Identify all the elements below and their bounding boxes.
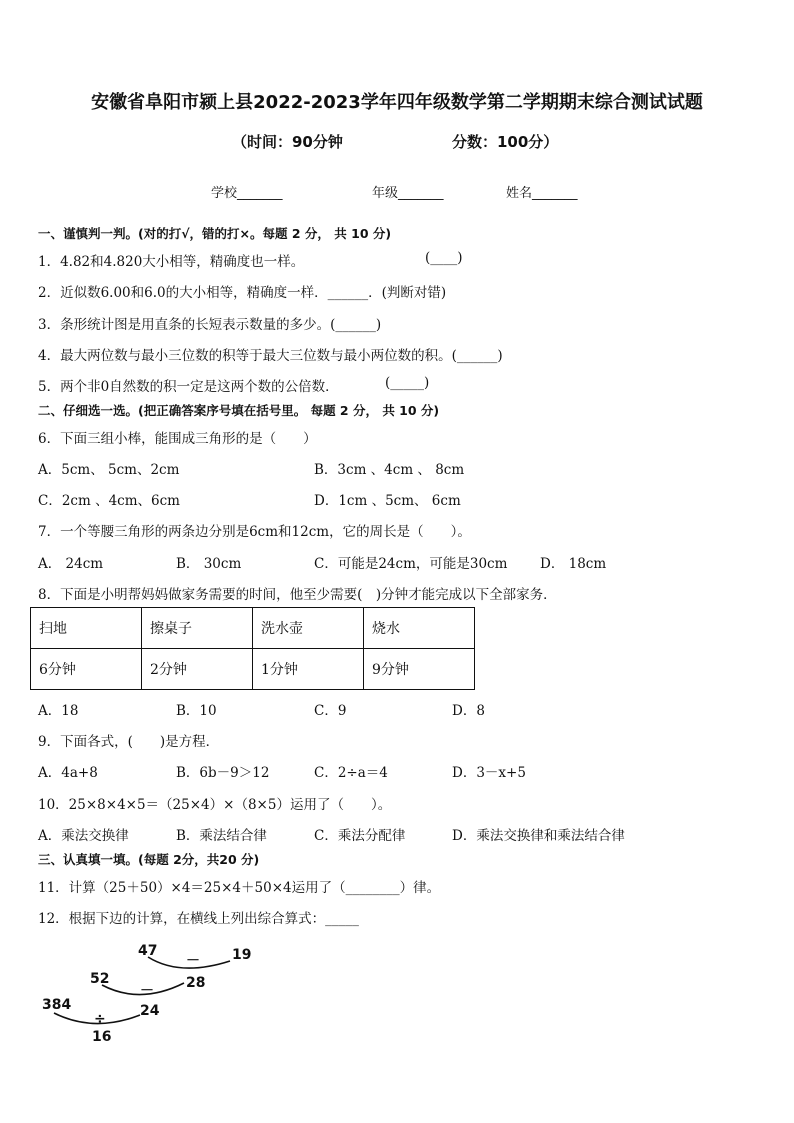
calculation-tree-diagram bbox=[30, 935, 270, 1055]
question-9: 9．下面各式，( )是方程． bbox=[38, 734, 220, 750]
section-1-heading: 一、谨慎判一判。(对的打√，错的打×。每题 2 分， 共 10 分) bbox=[38, 226, 392, 241]
question-5-blank: (_____) bbox=[385, 375, 430, 391]
tree-number-384: 384 bbox=[42, 997, 72, 1013]
tree-operator-divide: ÷ bbox=[94, 1011, 106, 1027]
page-title: 安徽省阜阳市颍上县2022-2023学年四年级数学第二学期期末综合测试试题 bbox=[91, 92, 703, 113]
q8-option-a: A．18 bbox=[38, 703, 79, 719]
tree-operator-minus-2: － bbox=[140, 983, 154, 999]
q8-option-d: D．8 bbox=[452, 703, 485, 719]
tree-number-47: 47 bbox=[138, 943, 158, 959]
q6-option-d: D．1cm 、5cm、 6cm bbox=[314, 493, 461, 509]
question-5: 5．两个非0自然数的积一定是这两个数的公倍数． bbox=[38, 379, 339, 395]
q9-option-c: C．2÷a＝4 bbox=[314, 765, 388, 781]
question-1: 1．4.82和4.820大小相等，精确度也一样。 bbox=[38, 254, 305, 270]
tree-operator-minus-1: － bbox=[186, 953, 200, 969]
section-3-heading: 三、认真填一填。(每题 2分，共20 分) bbox=[38, 852, 260, 867]
q10-option-c: C．乘法分配律 bbox=[314, 828, 406, 844]
q10-option-b: B．乘法结合律 bbox=[176, 828, 267, 844]
tree-number-28: 28 bbox=[186, 975, 206, 991]
q6-option-b: B．3cm 、4cm 、 8cm bbox=[314, 462, 465, 478]
q9-option-a: A．4a+8 bbox=[38, 765, 98, 781]
grade-field: 年级_______ bbox=[372, 186, 444, 201]
school-field: 学校_______ bbox=[211, 186, 283, 201]
q7-option-b: B． 30cm bbox=[176, 556, 242, 572]
q6-option-a: A．5cm、 5cm、2cm bbox=[38, 462, 180, 478]
q8-option-c: C．9 bbox=[314, 703, 347, 719]
table-cell: 扫地 bbox=[31, 608, 142, 649]
section-2-heading: 二、仔细选一选。(把正确答案序号填在括号里。 每题 2 分， 共 10 分) bbox=[38, 403, 440, 418]
question-6: 6．下面三组小棒，能围成三角形的是（ ） bbox=[38, 431, 317, 447]
q8-option-b: B．10 bbox=[176, 703, 217, 719]
question-7: 7．一个等腰三角形的两条边分别是6cm和12cm，它的周长是（ ）。 bbox=[38, 524, 471, 540]
q7-option-c: C．可能是24cm，可能是30cm bbox=[314, 556, 508, 572]
table-cell: 洗水壶 bbox=[253, 608, 364, 649]
exam-score: 分数：100分） bbox=[452, 133, 559, 151]
table-cell: 1分钟 bbox=[253, 649, 364, 690]
q7-option-a: A． 24cm bbox=[38, 556, 104, 572]
question-8: 8．下面是小明帮妈妈做家务需要的时间，他至少需要( )分钟才能完成以下全部家务． bbox=[38, 587, 557, 603]
tree-number-19: 19 bbox=[232, 947, 252, 963]
q10-option-a: A．乘法交换律 bbox=[38, 828, 129, 844]
table-cell: 2分钟 bbox=[142, 649, 253, 690]
table-cell: 擦桌子 bbox=[142, 608, 253, 649]
chores-time-row bbox=[31, 649, 475, 690]
q9-option-b: B．6b－9＞12 bbox=[176, 765, 270, 781]
q7-option-d: D． 18cm bbox=[540, 556, 607, 572]
question-2: 2．近似数6.00和6.0的大小相等，精确度一样．______．(判断对错) bbox=[38, 285, 447, 301]
tree-number-52: 52 bbox=[90, 971, 110, 987]
name-field: 姓名_______ bbox=[506, 186, 578, 201]
question-3: 3．条形统计图是用直条的长短表示数量的多少。(______) bbox=[38, 317, 382, 333]
q9-option-d: D．3－x+5 bbox=[452, 765, 526, 781]
tree-number-16: 16 bbox=[92, 1029, 112, 1045]
chores-table bbox=[30, 607, 475, 690]
table-cell: 6分钟 bbox=[31, 649, 142, 690]
exam-time: （时间：90分钟 bbox=[232, 133, 343, 151]
table-cell: 9分钟 bbox=[364, 649, 475, 690]
question-11: 11．计算（25＋50）×4＝25×4＋50×4运用了（________）律。 bbox=[38, 880, 441, 896]
table-cell: 烧水 bbox=[364, 608, 475, 649]
q10-option-d: D．乘法交换律和乘法结合律 bbox=[452, 828, 625, 844]
question-4: 4．最大两位数与最小三位数的积等于最大三位数与最小两位数的积。(______) bbox=[38, 348, 503, 364]
question-1-blank: (____) bbox=[425, 250, 463, 266]
tree-number-24: 24 bbox=[140, 1003, 160, 1019]
q6-option-c: C．2cm 、4cm、6cm bbox=[38, 493, 180, 509]
chores-header-row bbox=[31, 608, 475, 649]
question-12: 12．根据下边的计算，在横线上列出综合算式：_____ bbox=[38, 911, 359, 927]
question-10: 10．25×8×4×5＝（25×4）×（8×5）运用了（ ）。 bbox=[38, 797, 392, 813]
